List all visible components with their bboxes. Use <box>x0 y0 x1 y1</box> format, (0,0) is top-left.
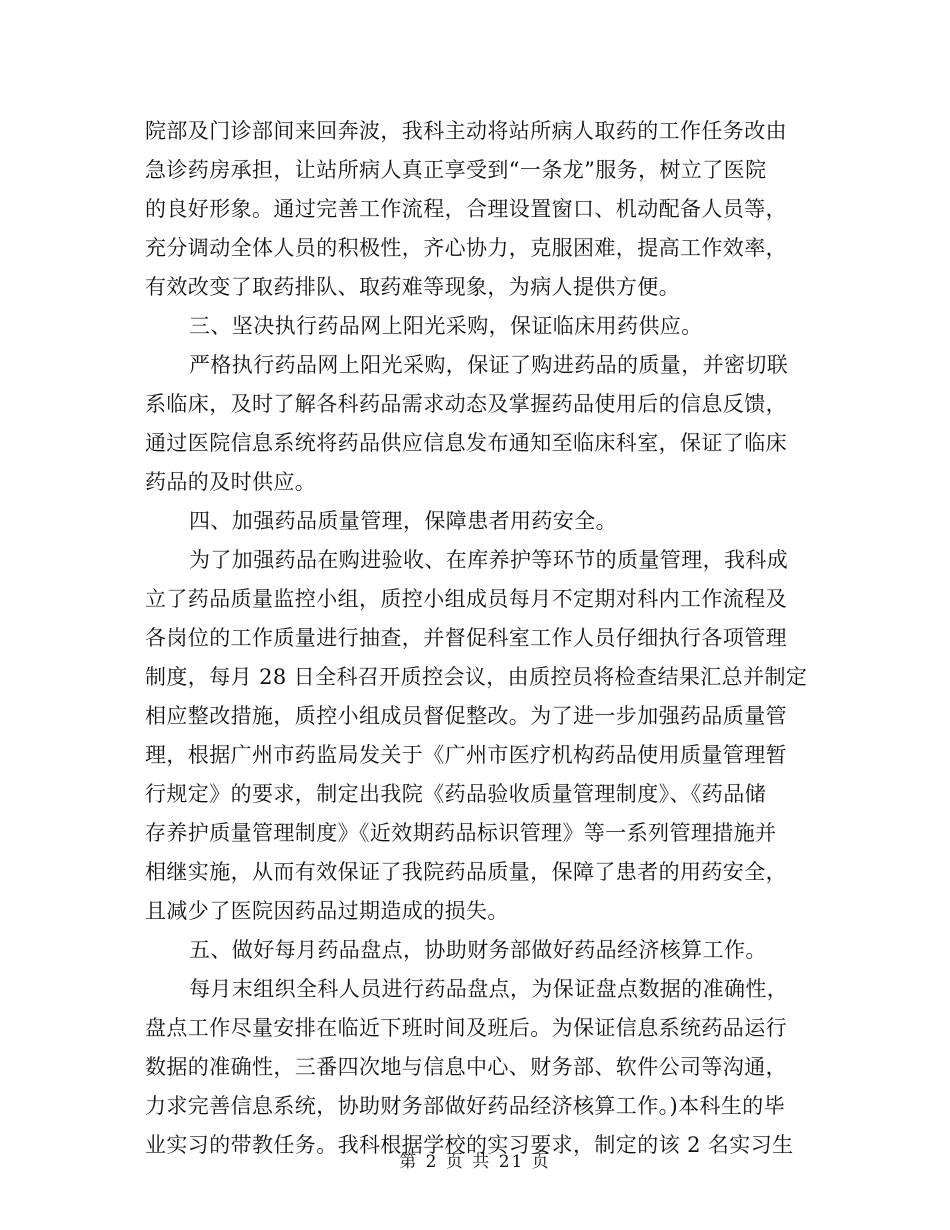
text-line: 为了加强药品在购进验收、在库养护等环节的质量管理，我科成 <box>189 548 789 572</box>
text-line: 充分调动全体人员的积极性，齐心协力，克服困难，提高工作效率， <box>145 236 787 260</box>
text-line: 行规定》的要求，制定出我院《药品验收质量管理制度》、《药品储 <box>145 782 766 806</box>
text-line: 且减少了医院因药品过期造成的损失。 <box>145 899 509 923</box>
text-line: 每月末组织全科人员进行药品盘点，为保证盘点数据的准确性， <box>189 977 789 1001</box>
text-line: 系临床，及时了解各科药品需求动态及掌握药品使用后的信息反馈， <box>145 392 787 416</box>
text-line: 力求完善信息系统，协助财务部做好药品经济核算工作。)本科生的毕 <box>145 1094 786 1118</box>
text-line: 五、做好每月药品盘点，协助财务部做好药品经济核算工作。 <box>189 938 767 962</box>
text-line: 严格执行药品网上阳光采购，保证了购进药品的质量，并密切联 <box>189 353 789 377</box>
text-line: 相应整改措施，质控小组成员督促整改。为了进一步加强药品质量管 <box>145 704 787 728</box>
text-line: 四、加强药品质量管理，保障患者用药安全。 <box>189 509 617 533</box>
text-line: 立了药品质量监控小组，质控小组成员每月不定期对科内工作流程及 <box>145 587 787 611</box>
body-text <box>145 112 808 1165</box>
text-line: 各岗位的工作质量进行抽查，并督促科室工作人员仔细执行各项管理 <box>145 626 787 650</box>
text-line: 数据的准确性，三番四次地与信息中心、财务部、软件公司等沟通， <box>145 1055 787 1079</box>
text-line: 三、坚决执行药品网上阳光采购，保证临床用药供应。 <box>189 314 703 338</box>
page-footer: 第 2 页 共 21 页 <box>399 1152 551 1172</box>
text-line: 制度，每月 28 日全科召开质控会议，由质控员将检查结果汇总并制定 <box>145 665 808 689</box>
text-line: 有效改变了取药排队、取药难等现象，为病人提供方便。 <box>145 275 680 299</box>
text-line: 理，根据广州市药监局发关于《广州市医疗机构药品使用质量管理暂 <box>145 743 787 767</box>
text-line: 盘点工作尽量安排在临近下班时间及班后。为保证信息系统药品运行 <box>145 1016 787 1040</box>
text-line: 通过医院信息系统将药品供应信息发布通知至临床科室，保证了临床 <box>145 431 787 455</box>
text-line: 相继实施，从而有效保证了我院药品质量，保障了患者的用药安全， <box>145 860 787 884</box>
text-line: 存养护质量管理制度》《近效期药品标识管理》等一系列管理措施并 <box>145 821 777 845</box>
text-line: 急诊药房承担，让站所病人真正享受到“一条龙”服务，树立了医院 <box>145 158 767 182</box>
text-line: 药品的及时供应。 <box>145 470 317 494</box>
text-line: 业实习的带教任务。我科根据学校的实习要求，制定的该 2 名实习生 <box>145 1133 794 1157</box>
text-line: 的良好形象。通过完善工作流程，合理设置窗口、机动配备人员等， <box>145 197 787 221</box>
text-line: 院部及门诊部间来回奔波，我科主动将站所病人取药的工作任务改由 <box>145 119 787 143</box>
